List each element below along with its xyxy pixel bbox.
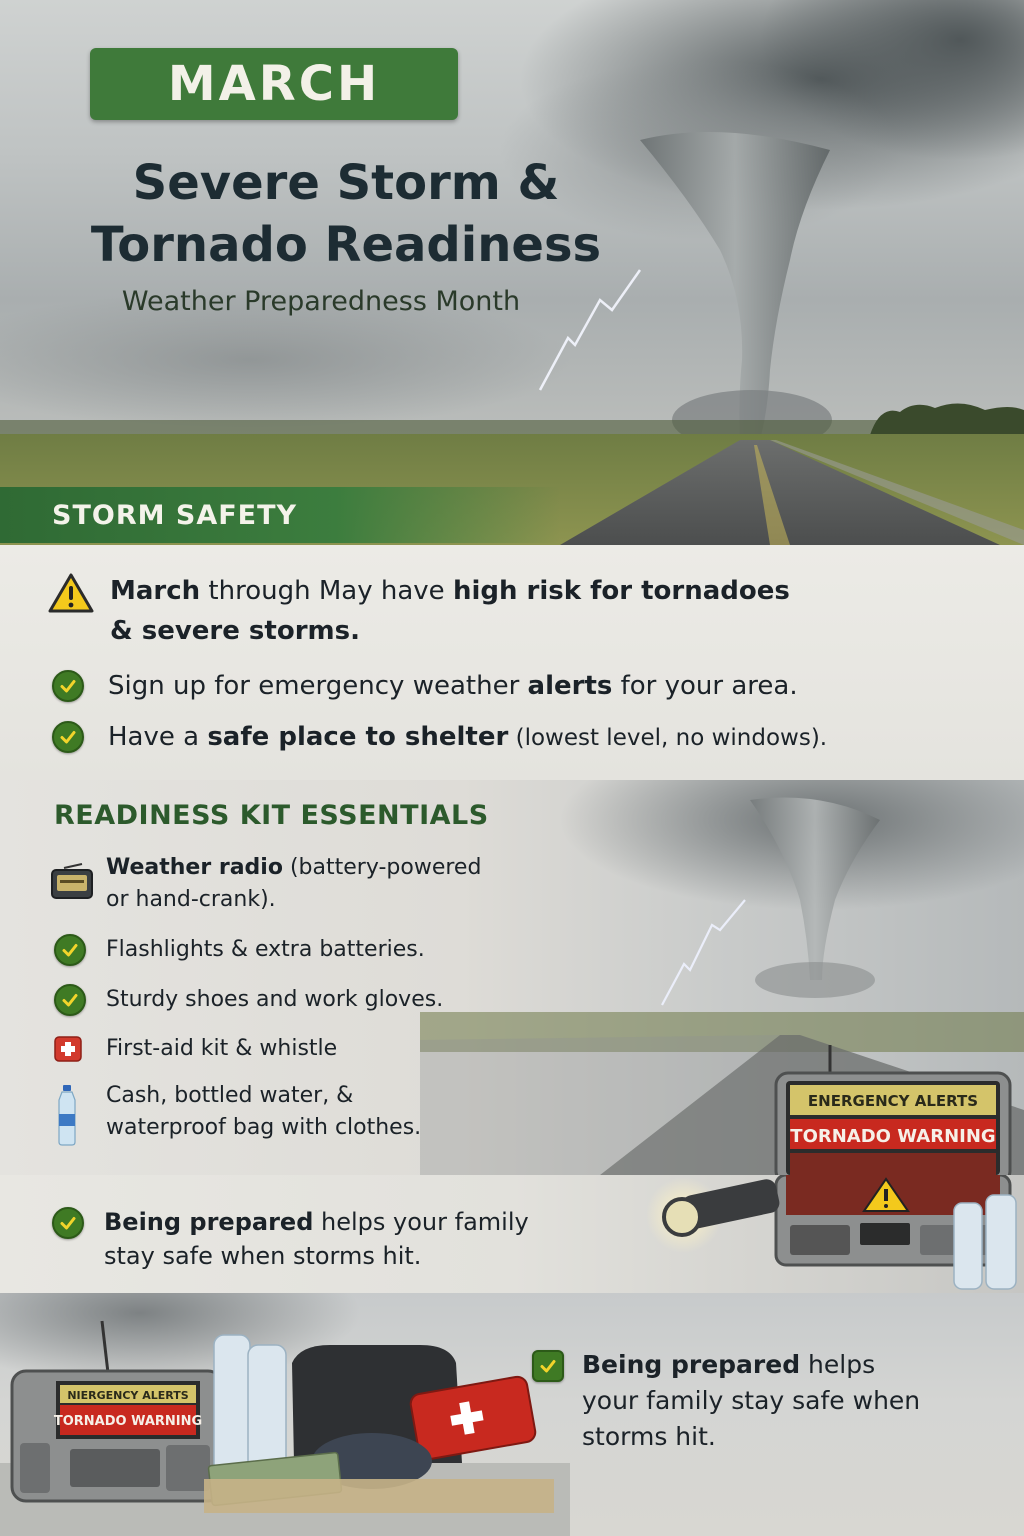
- storm-safety-section: [0, 545, 1024, 780]
- prepared-message-bottom: [532, 1347, 1002, 1455]
- water-bottle-icon: [54, 1084, 80, 1146]
- prepared-middle-line2: stay safe when storms hit.: [104, 1242, 422, 1270]
- kit-item-1-line2: or hand-crank).: [106, 887, 276, 912]
- storm-safety-heading: STORM SAFETY: [52, 499, 298, 531]
- check-icon: [52, 1207, 84, 1239]
- radio-screen-title: ENERGENCY ALERTS: [807, 1092, 979, 1110]
- readiness-kit-illustration: [0, 1293, 570, 1536]
- kit-item: [50, 852, 570, 916]
- readiness-kit-section: [0, 780, 1024, 1175]
- title-line-1: Severe Storm &: [132, 155, 560, 211]
- page-subtitle: Weather Preparedness Month: [121, 286, 521, 317]
- safety-item-3-part-1: Have a: [108, 722, 208, 752]
- title-line-2: Tornado Readiness: [90, 217, 602, 273]
- kit-item: [54, 1080, 574, 1146]
- safety-item-1-part-2: through May have: [200, 576, 453, 606]
- safety-item: [52, 717, 992, 758]
- kit-item-5-text: Cash, bottled water, &: [106, 1083, 354, 1108]
- emergency-supplies-illustration: [624, 1175, 1024, 1293]
- prepared-middle-rest: helps your family: [313, 1208, 529, 1236]
- check-icon: [54, 984, 86, 1016]
- safety-item-2-part-3: for your area.: [612, 671, 798, 701]
- check-icon: [52, 721, 84, 753]
- month-badge: [90, 48, 458, 120]
- prepared-message: [52, 1205, 652, 1273]
- kit-item: [54, 934, 425, 966]
- prepared-bottom-line2: your family stay safe when: [582, 1386, 921, 1415]
- first-aid-icon: [54, 1036, 82, 1062]
- kit-item-1-bold: Weather radio: [106, 855, 283, 880]
- prepared-bottom-bold: Being prepared: [582, 1350, 801, 1379]
- kit-item-4-text: First-aid kit & whistle: [106, 1036, 338, 1061]
- readiness-kit-heading: READINESS KIT ESSENTIALS: [54, 800, 489, 831]
- bottom-radio-screen-warning: TORNADO WARNING: [53, 1414, 203, 1429]
- page-title: [46, 152, 646, 276]
- check-icon: [52, 670, 84, 702]
- safety-item-2-part-2: alerts: [527, 671, 613, 701]
- kit-item-2-text: Flashlights & extra batteries.: [106, 937, 425, 962]
- check-icon: [532, 1350, 564, 1382]
- prepared-middle-bold: Being prepared: [104, 1208, 314, 1236]
- kit-item: [54, 1033, 337, 1065]
- radio-icon: [50, 862, 94, 902]
- safety-item-3-part-2: safe place to shelter: [207, 722, 509, 752]
- month-label: MARCH: [167, 56, 381, 112]
- safety-item-1-part-1: March: [110, 576, 201, 606]
- prepared-bottom-line3: storms hit.: [582, 1422, 716, 1451]
- kit-item-5-line2: waterproof bag with clothes.: [106, 1115, 422, 1140]
- prepared-message-section: [0, 1175, 1024, 1293]
- kit-item: [54, 984, 443, 1016]
- safety-item-1-part-3: high risk for tornadoes: [452, 576, 790, 606]
- storm-safety-banner: [0, 487, 560, 543]
- radio-screen-warning: TORNADO WARNING: [790, 1126, 996, 1147]
- bottom-radio-screen-title: NIERGENCY ALERTS: [67, 1389, 189, 1402]
- check-icon: [54, 934, 86, 966]
- safety-item: [48, 571, 948, 651]
- safety-item-1-part-4: & severe storms.: [110, 616, 360, 646]
- hero-banner: [0, 0, 1024, 545]
- kit-item-3-text: Sturdy shoes and work gloves.: [106, 987, 444, 1012]
- safety-item: [52, 666, 972, 706]
- safety-item-3-part-3: (lowest level, no windows).: [508, 725, 828, 751]
- safety-item-2-part-1: Sign up for emergency weather: [108, 671, 528, 701]
- kit-item-1-rest: (battery-powered: [282, 855, 482, 880]
- warning-icon: [48, 573, 94, 613]
- bottom-supplies-section: [0, 1293, 1024, 1536]
- emergency-radio-illustration: [772, 1045, 1024, 1175]
- prepared-bottom-rest: helps: [800, 1350, 876, 1379]
